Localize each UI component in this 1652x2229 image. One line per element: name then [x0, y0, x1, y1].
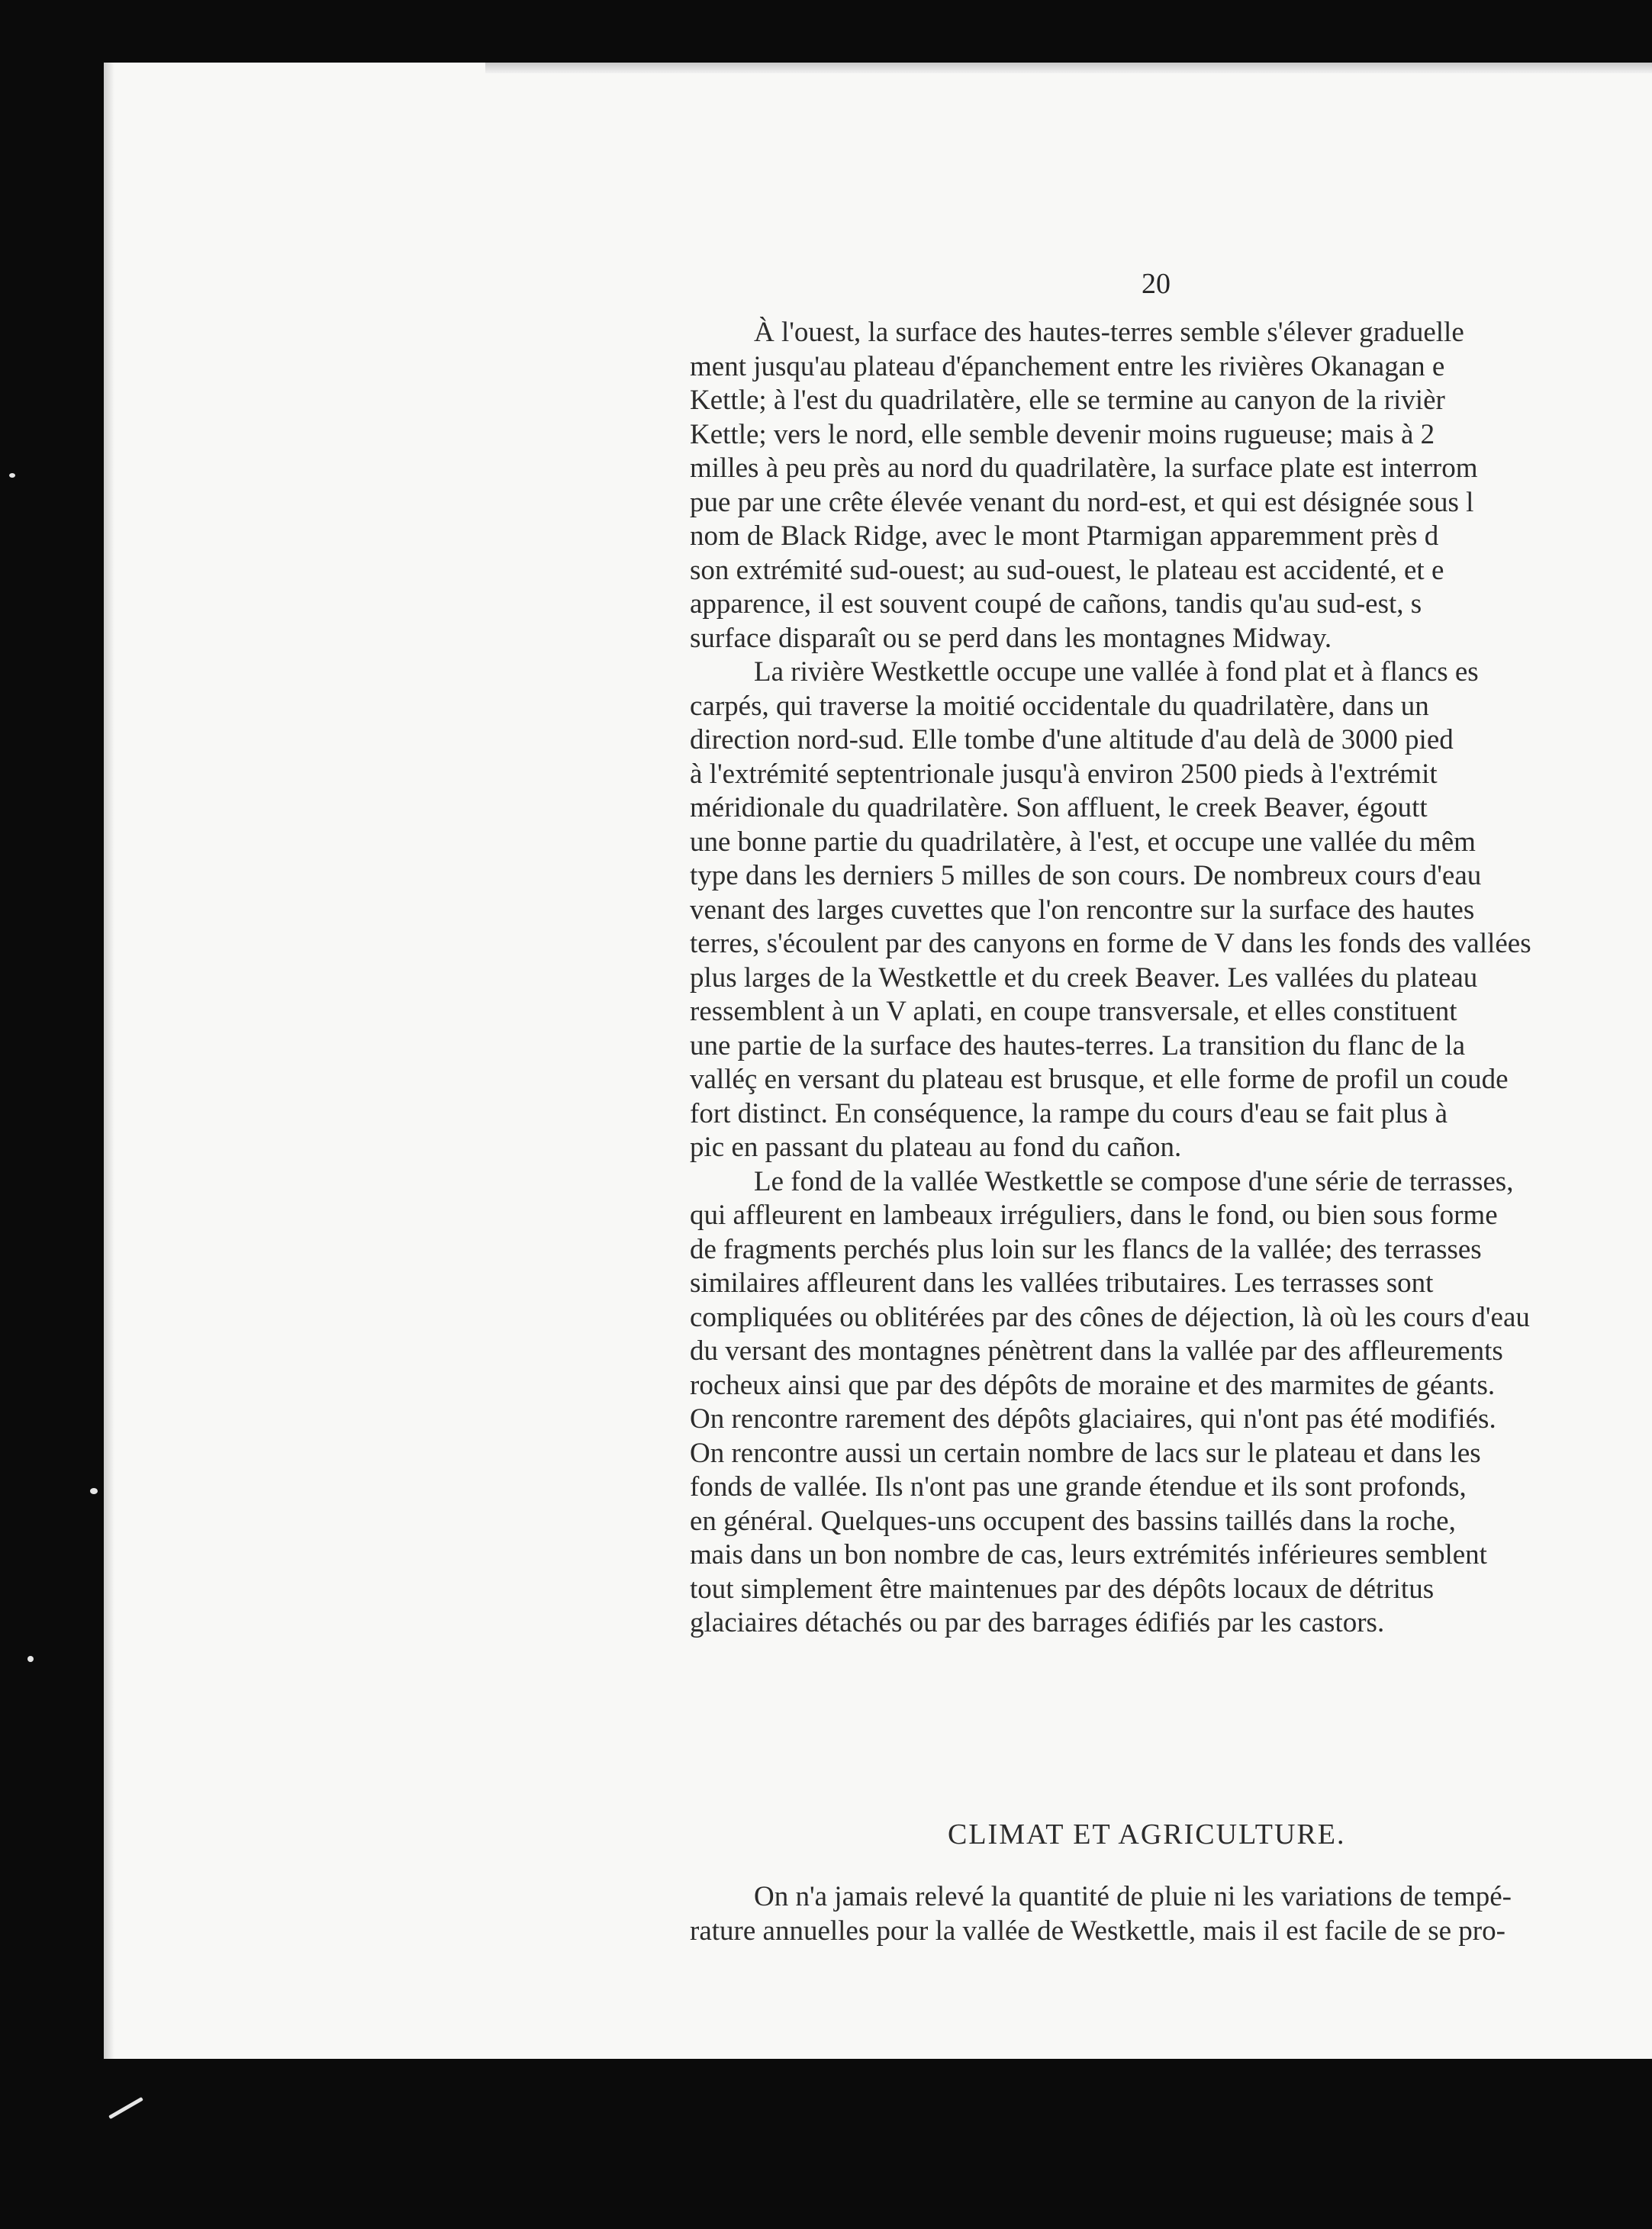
text-line: rature annuelles pour la vallée de Westkettle, mais il est facile de se pro- [690, 1915, 1505, 1947]
text-line: carpés, qui traverse la moitié occidentale du quadrilatère, dans un [690, 690, 1429, 722]
scan-speck [90, 1488, 98, 1494]
text-line: pic en passant du plateau au fond du cañon. [690, 1132, 1182, 1163]
text-line: tout simplement être maintenues par des dépôts locaux de détritus [690, 1573, 1435, 1605]
text-line: fort distinct. En conséquence, la rampe du cours d'eau se fait plus à [690, 1097, 1448, 1129]
text-line: une partie de la surface des hautes-terres. La transition du flanc de la [690, 1029, 1466, 1061]
text-line: apparence, il est souvent coupé de cañons, tandis qu'au sud-est, s [690, 588, 1422, 620]
scan-speck [108, 2097, 143, 2119]
page-fold-shadow [104, 63, 114, 2059]
section-heading: CLIMAT ET AGRICULTURE. [948, 1818, 1346, 1851]
text-line: À l'ouest, la surface des hautes-terres semble s'élever graduelle [754, 317, 1464, 348]
scanned-page [104, 63, 1652, 2059]
text-line: en général. Quelques-uns occupent des bassins taillés dans la roche, [690, 1505, 1456, 1537]
text-line: fonds de vallée. Ils n'ont pas une grande étendue et ils sont profonds, [690, 1471, 1467, 1503]
paragraph [690, 1165, 1652, 1641]
text-line: direction nord-sud. Elle tombe d'une altitude d'au delà de 3000 pied [690, 724, 1454, 755]
text-line: On n'a jamais relevé la quantité de pluie ni les variations de tempé- [754, 1881, 1512, 1912]
body-text [690, 316, 1652, 1641]
paragraph [690, 316, 1652, 655]
text-line: son extrémité sud-ouest; au sud-ouest, le plateau est accidenté, et e [690, 554, 1444, 586]
text-line: ressemblent à un V aplati, en coupe transversale, et elles constituent [690, 996, 1457, 1027]
paragraph [690, 655, 1652, 1165]
text-line: ment jusqu'au plateau d'épanchement entre les rivières Okanagan e [690, 350, 1445, 382]
text-line: La rivière Westkettle occupe une vallée à fond plat et à flancs es [754, 656, 1479, 688]
text-line: On rencontre rarement des dépôts glaciaires, qui n'ont pas été modifiés. [690, 1403, 1496, 1435]
text-line: à l'extrémité septentrionale jusqu'à environ 2500 pieds à l'extrémit [690, 758, 1438, 790]
text-line: nom de Black Ridge, avec le mont Ptarmigan apparemment près d [690, 520, 1439, 552]
text-line: de fragments perchés plus loin sur les flancs de la vallée; des terrasses [690, 1233, 1482, 1265]
scan-speck [27, 1656, 34, 1662]
text-line: méridionale du quadrilatère. Son affluent, le creek Beaver, égoutt [690, 792, 1428, 823]
final-paragraph [690, 1880, 1652, 1948]
text-line: une bonne partie du quadrilatère, à l'est, et occupe une vallée du mêm [690, 826, 1476, 858]
text-line: milles à peu près au nord du quadrilatère, la surface plate est interrom [690, 453, 1478, 484]
text-line: plus larges de la Westkettle et du creek Beaver. Les vallées du plateau [690, 961, 1478, 994]
text-line: compliquées ou oblitérées par des cônes de déjection, là où les cours d'eau [690, 1301, 1530, 1333]
text-line: Kettle; à l'est du quadrilatère, elle se termine au canyon de la rivièr [690, 385, 1445, 416]
text-line: type dans les derniers 5 milles de son cours. De nombreux cours d'eau [690, 860, 1482, 891]
scan-speck [9, 473, 15, 478]
text-line: rocheux ainsi que par des dépôts de moraine et des marmites de géants. [690, 1369, 1496, 1401]
text-line: On rencontre aussi un certain nombre de lacs sur le plateau et dans les [690, 1437, 1481, 1469]
text-line: surface disparaît ou se perd dans les montagnes Midway. [690, 622, 1332, 654]
text-line: venant des larges cuvettes que l'on rencontre sur la surface des hautes [690, 894, 1475, 926]
text-line: valléç en versant du plateau est brusque, et elle forme de profil un coude [690, 1064, 1509, 1095]
text-line: du versant des montagnes pénètrent dans la vallée par des affleurements [690, 1335, 1503, 1367]
text-line: Le fond de la vallée Westkettle se compose d'une série de terrasses, [754, 1165, 1514, 1197]
text-line: similaires affleurent dans les vallées tributaires. Les terrasses sont [690, 1268, 1434, 1299]
text-line: terres, s'écoulent par des canyons en forme de V dans les fonds des vallées [690, 928, 1531, 959]
page-top-edge [485, 63, 1652, 73]
text-line: glaciaires détachés ou par des barrages édifiés par les castors. [690, 1607, 1385, 1638]
page-number: 20 [1142, 268, 1171, 300]
text-line: mais dans un bon nombre de cas, leurs extrémités inférieures semblent [690, 1539, 1487, 1570]
text-line: pue par une crête élevée venant du nord-est, et qui est désignée sous l [690, 486, 1474, 518]
text-line: Kettle; vers le nord, elle semble devenir moins rugueuse; mais à 2 [690, 418, 1435, 450]
text-line: qui affleurent en lambeaux irréguliers, dans le fond, ou bien sous forme [690, 1200, 1498, 1231]
